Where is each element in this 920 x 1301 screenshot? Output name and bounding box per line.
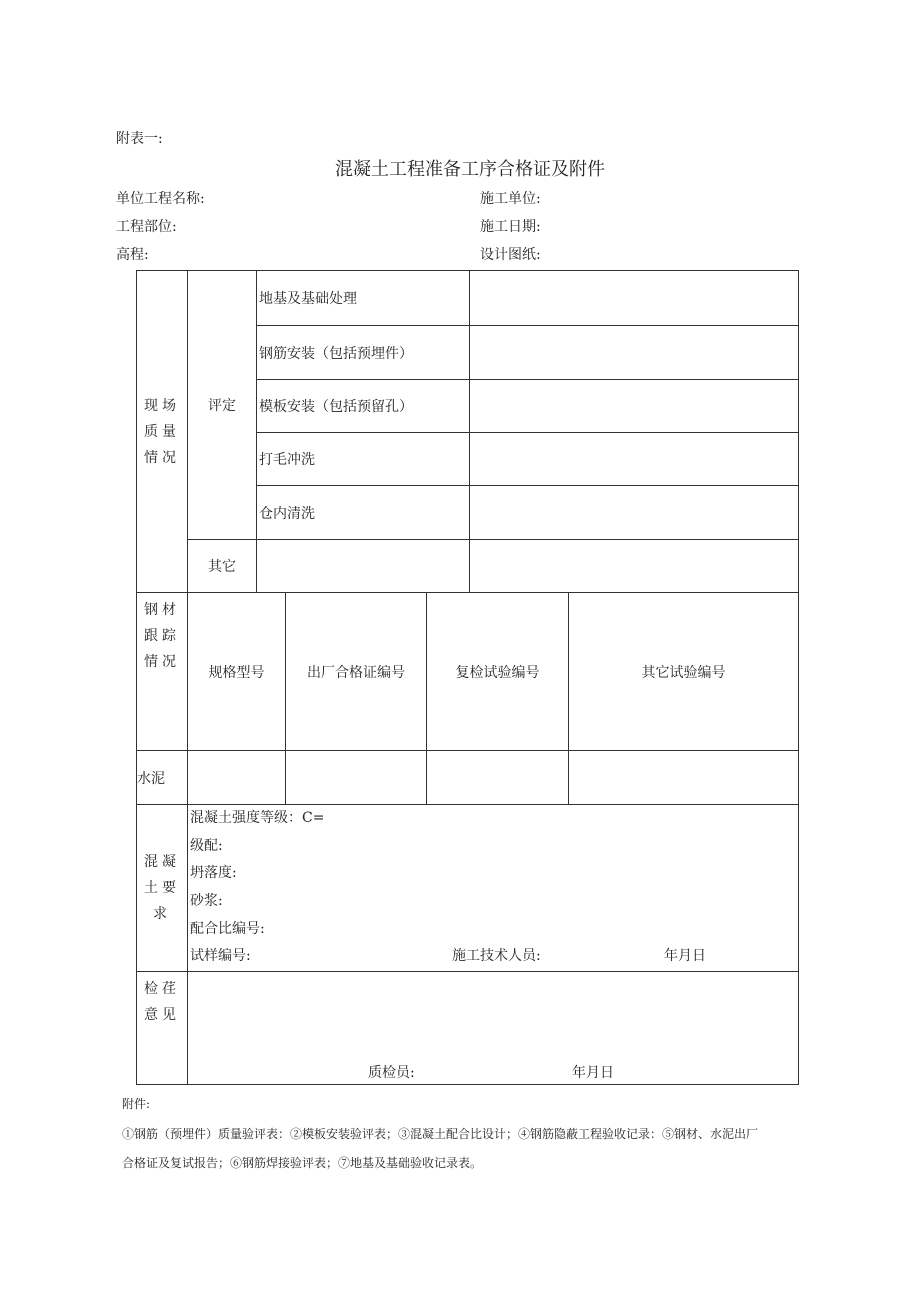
table-row [137,540,799,593]
cement-spec-value[interactable] [188,751,286,805]
mortar-label: 砂浆: [190,893,223,909]
foundation-treatment-label: 地基及基础处理 [257,271,470,326]
mix-number-label: 配合比编号: [190,921,265,937]
tech-staff-date: 年月日 [664,948,706,964]
strength-grade-label: 混凝土强度等级：C= [190,810,325,826]
foundation-treatment-value[interactable] [470,271,799,326]
bin-cleaning-value[interactable] [470,486,799,540]
inspector-date: 年月日 [572,1065,614,1081]
attachments-section [122,1095,758,1171]
cement-recheck-value[interactable] [427,751,569,805]
document-title: 混凝土工程准备工序合格证及附件 [335,159,605,180]
other-extra-value[interactable] [470,540,799,593]
qualification-form-table [136,270,799,1085]
inspector-label: 质检员: [368,1065,415,1081]
cement-cert-value[interactable] [286,751,427,805]
attachments-line-2: 合格证及复试报告；⑥钢筋焊接验评表；⑦地基及基础验收记录表。 [122,1156,483,1170]
site-quality-label: 现场 质量 情况 [137,271,188,593]
other-value[interactable] [257,540,470,593]
inspection-opinion-label: 检荏 意见 [137,972,188,1085]
table-row [137,751,799,805]
formwork-installation-value[interactable] [470,380,799,433]
design-drawing-label: 设计图纸: [480,247,541,263]
rebar-installation-value[interactable] [470,326,799,380]
table-row [137,805,799,972]
cement-other-value[interactable] [569,751,799,805]
construction-unit-label: 施工单位: [480,191,541,207]
steel-tracking-label: 钢材 跟踪 情况 [137,593,188,751]
cement-label: 水泥 [137,751,188,805]
attachments-label: 附件: [122,1097,151,1111]
rebar-installation-label: 钢筋安装（包括预埋件） [257,326,470,380]
tech-staff-label: 施工技术人员: [452,948,541,964]
inspection-opinion-content[interactable] [188,972,799,1085]
attachments-line-1: ①钢筋（预埋件）质量验评表：②模板安装验评表；③混凝土配合比设计；④钢筋隐蔽工程验收记录：⑤钢材、水泥出厂 [122,1127,759,1141]
roughening-washing-label: 打毛冲洗 [257,433,470,486]
slump-label: 坍落度: [190,865,237,881]
sample-number-label: 试样编号: [190,948,251,964]
elevation-label: 高程: [116,247,149,263]
grading-label: 级配: [190,838,223,854]
other-label: 其它 [188,540,257,593]
table-row [137,593,799,751]
roughening-washing-value[interactable] [470,433,799,486]
concrete-requirements-label: 混凝 土要 求 [137,805,188,972]
table-row [137,271,799,326]
bin-cleaning-label: 仓内清洗 [257,486,470,540]
concrete-requirements-content [188,805,799,972]
recheck-test-header: 复检试验编号 [427,593,569,751]
factory-cert-header: 出厂合格证编号 [286,593,427,751]
table-row [137,972,799,1085]
appendix-label: 附表一: [116,131,163,147]
construction-date-label: 施工日期: [480,219,541,235]
spec-model-header: 规格型号 [188,593,286,751]
formwork-installation-label: 模板安装（包括预留孔） [257,380,470,433]
evaluation-label: 评定 [188,271,257,540]
other-test-header: 其它试验编号 [569,593,799,751]
project-part-label: 工程部位: [116,219,177,235]
unit-project-label: 单位工程名称: [116,191,205,207]
